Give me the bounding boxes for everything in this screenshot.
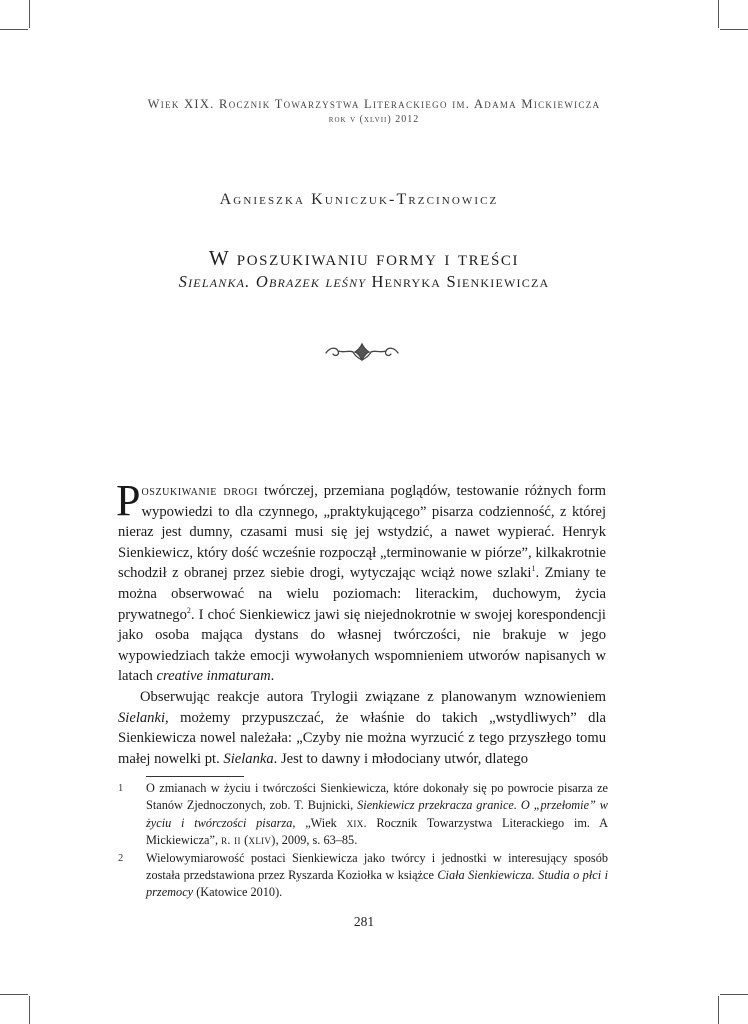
running-header: [0, 96, 748, 127]
p1-italic: creative inmaturam: [156, 668, 271, 685]
p1-text-d: .: [270, 668, 275, 685]
crop-mark-bottom-left: [29, 996, 30, 1024]
fleuron-ornament-icon: [322, 341, 402, 363]
crop-mark-top-left: [29, 0, 30, 28]
article-author: Agnieszka Kuniczuk-Trzcinowicz: [219, 191, 499, 208]
p2-text-b: , możemy przypuszczać, że właśnie do takich „wstydliwych” dla Sienkiewicza nowel należała: „Czyby nie można wyrzucić z tego przyszłego tomu małej nowelki pt.: [118, 709, 606, 767]
subtitle-rest: Henryka Sienkiewicza: [366, 272, 550, 291]
article-title: W poszukiwaniu formy i treści: [208, 246, 520, 270]
lead-in-smallcaps: oszukiwanie drogi: [141, 483, 259, 499]
crop-mark-bottom-right-h: [720, 994, 748, 995]
footnote-number: 2: [118, 852, 124, 864]
crop-mark-bottom-left-h: [0, 994, 28, 995]
footnote-number: 1: [118, 783, 124, 794]
p1-text-c: . I choć Sienkiewicz jawi się niejednokrotnie w swojej korespondencji jako osoba mająca dystans do własnej twórczości, nie brakuje w jego wypowiedziach także emocji wywołanych wspomnieniem utworów napisanych w latach: [118, 606, 606, 685]
p2-text-c: . Jest to dawny i młodociany utwór, dlatego: [273, 750, 529, 767]
subtitle-italic: Sielanka. Obrazek leśny: [178, 272, 367, 291]
crop-mark-top-right-h: [720, 29, 748, 30]
fn1-smallcaps-b: r. ii (xliv): [221, 833, 276, 848]
body-text: [116, 476, 606, 769]
footnote-ref-1[interactable]: 1: [531, 564, 536, 574]
footnote-2: [118, 850, 608, 902]
fn2-text-a: Wielowymiarowość postaci Sienkiewicza jako twórcy i jednostki w interesujący sposób została przedstawiona przez Ryszarda Koziołka w książce: [146, 850, 608, 883]
fn1-text-a: O zmianach w życiu i twórczości Sienkiewicza, które dokonały się po powrocie pisarza ze Stanów Zjednoczonych, zob. T. Bujnicki,: [146, 781, 608, 813]
footnote-separator: [146, 776, 244, 777]
volume-line: rok v (xlvii) 2012: [328, 114, 420, 125]
crop-mark-bottom-right: [718, 996, 719, 1024]
crop-mark-top-right: [718, 0, 719, 28]
fn1-text-b: , „Wiek: [292, 815, 347, 830]
footnote-ref-2[interactable]: 2: [186, 605, 191, 615]
p2-text-a: Obserwując reakcje autora Trylogii związane z planowanym wznowieniem: [140, 688, 606, 705]
p2-italic-b: Sielanka: [223, 750, 274, 767]
p1-text-b: . Zmiany te można obserwować na wielu poziomach: literackim, duchowym, życia prywatnego: [118, 565, 606, 623]
crop-mark-top-left-h: [0, 29, 28, 30]
paragraph-1: [116, 476, 606, 687]
fn1-text-c: . Rocznik Towarzystwa Literackiego im. A Mickiewicza”,: [146, 815, 608, 848]
fn1-text-d: , 2009, s. 63–85.: [275, 833, 358, 848]
fn1-italic: Sienkiewicz przekracza granice. O „przełomie” w życiu i twórczości pisarza: [146, 798, 608, 830]
paragraph-2: [118, 687, 606, 769]
fn2-text-b: (Katowice 2010).: [193, 885, 283, 900]
drop-cap: P: [116, 476, 141, 525]
fn1-smallcaps-a: xix: [346, 815, 364, 830]
journal-title: Wiek XIX. Rocznik Towarzystwa Literackiego im. Adama Mickiewicza: [147, 97, 601, 111]
footnotes: [118, 780, 608, 902]
fn2-italic: Ciała Sienkiewicza. Studia o płci i przemocy: [146, 868, 608, 900]
article-subtitle: [0, 272, 728, 292]
p2-italic-a: Sielanki: [118, 709, 166, 726]
footnote-1: [118, 780, 608, 850]
p1-text-a: twórczej, przemiana poglądów, testowanie różnych form wypowiedzi to dla czynnego, „praktykującego” pisarza codzienność, z której nieraz jest dumny, czasami musi się jej wstydzić, a nawet wypierać. Henryk Sienkiewicz, który dość wcześnie rozpoczął „terminowanie w piórze”, kilkakrotnie schodził z obranej przez siebie drogi, wytyczając wciąż nowe szlaki: [118, 483, 606, 582]
page-number: 281: [353, 914, 375, 929]
